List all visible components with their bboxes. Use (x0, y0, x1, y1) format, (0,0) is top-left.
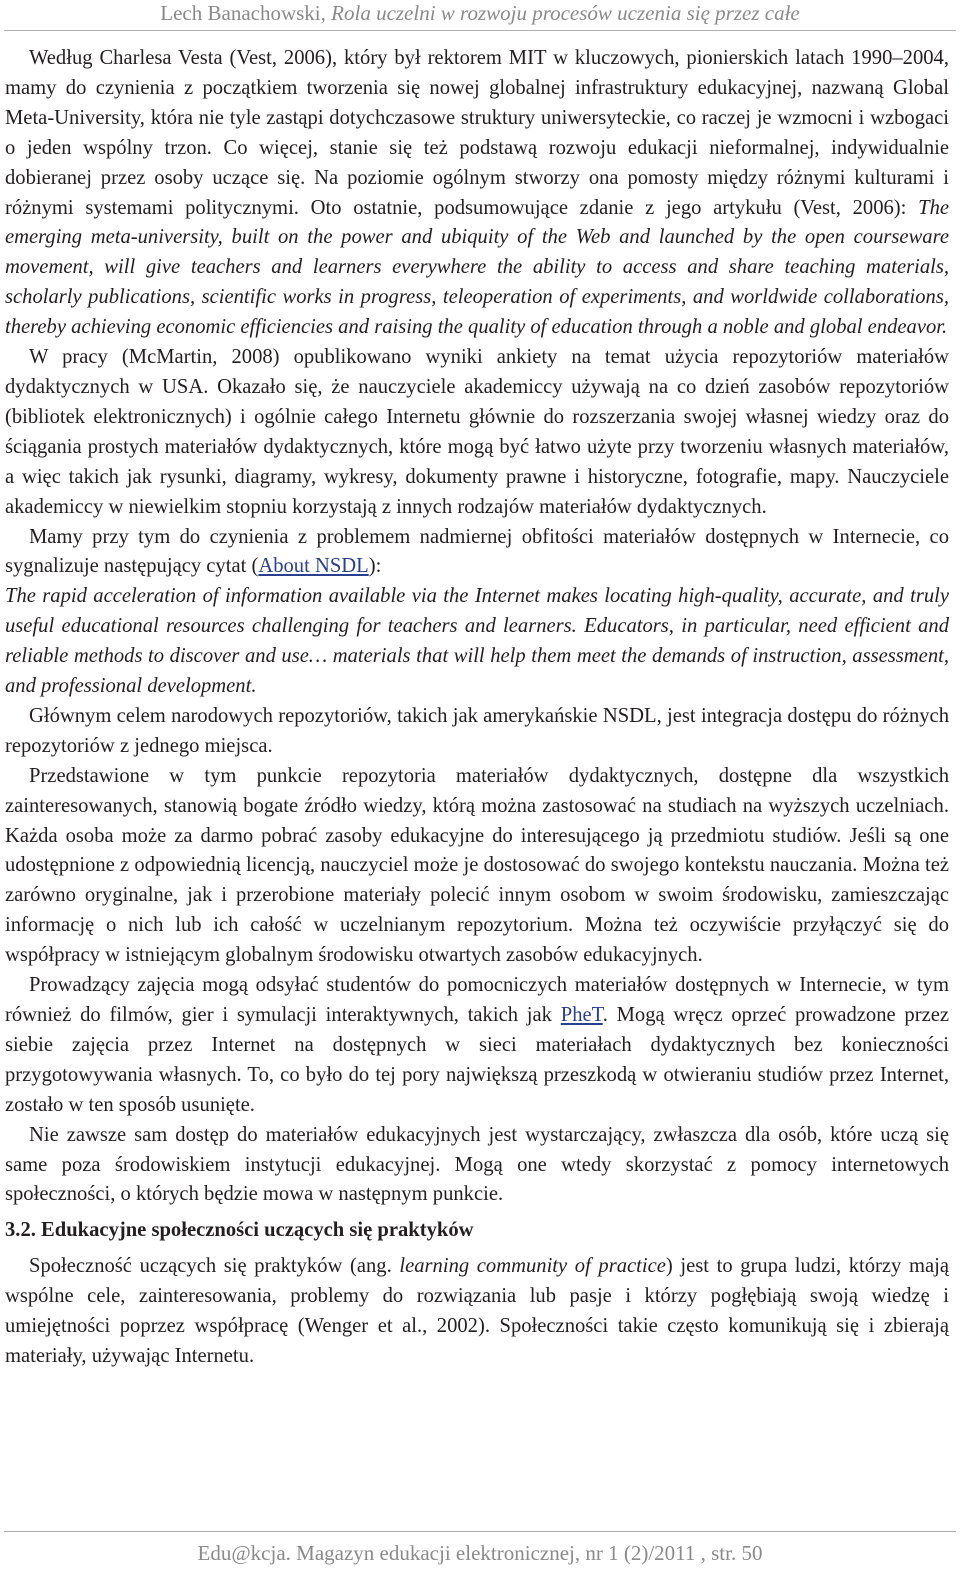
paragraph-nsdl-goal: Głównym celem narodowych repozytoriów, takich jak amerykańskie NSDL, jest integracja dostępu do różnych repozytoriów z jednego miejsca. (5, 704, 949, 757)
header-divider (4, 30, 956, 31)
section-heading: 3.2. Edukacyjne społeczności uczących się praktyków (5, 1219, 474, 1242)
header-author: Lech Banachowski, (160, 1, 326, 25)
running-header (0, 0, 960, 30)
footer-divider (4, 1531, 956, 1532)
paragraph-access: Nie zawsze sam dostęp do materiałów edukacyjnych jest wystarczający, zwłaszcza dla osób, które uczą się same poza środowiskiem instytucji edukacyjnej. Mogą one wtedy skorzystać z pomocy internetowych społeczności, o których będzie mowa w następnym punkcie. (5, 1123, 949, 1206)
paragraph-vest (5, 44, 949, 343)
paragraph-abundance (5, 523, 949, 583)
paragraph-vest-text: Według Charlesa Vesta (Vest, 2006), który był rektorem MIT w kluczowych, pionierskich latach 1990–2004, mamy do czynienia z początkiem tworzenia się nowej globalnej infrastruktury edukacyjnej, nazwaną Global Meta-University, która nie tyle zastąpi dotychczasowe struktury uniwersyteckie, co raczej je wzmocni i wzbogaci o jeden wspólny trzon. Co więcej, stanie się też podstawą rozwoju edukacji nieformalnej, indywidualnie dobieranej przez osoby uczące się. Na poziomie ogólnym stworzy ona pomosty między różnymi kulturami i różnymi systemami politycznymi. Oto ostatnie, podsumowujące zdanie z jego artykułu (Vest, 2006): (5, 47, 949, 219)
paragraph-teachers (5, 971, 949, 1121)
community-term: learning community of practice (399, 1255, 666, 1278)
paragraph-community (5, 1252, 949, 1372)
nsdl-quote: The rapid acceleration of information available via the Internet makes locating high-quality, accurate, and truly useful educational resources challenging for teachers and learners. Educators, in particular, need efficient and reliable methods to discover and use… materials that will help them meet the demands of instruction, assessment, and professional development. (5, 585, 949, 698)
paragraph-teachers-end: . Mogą wręcz oprzeć prowadzone przez siebie zajęcia przez Internet na dostępnych w sieci materiałach dydaktycznych bez konieczności przygotowywania własnych. To, co było do tej pory największą przeszkodą w otwieraniu studiów przez Internet, zostało w ten sposób usunięte. (5, 1004, 949, 1116)
paragraph-community-text: Społeczność uczących się praktyków (ang. (29, 1255, 400, 1278)
about-nsdl-link[interactable]: About NSDL (258, 555, 369, 578)
phet-link[interactable]: PheT (560, 1004, 603, 1026)
header-title: Rola uczelni w rozwoju procesów uczenia się przez całe (331, 1, 800, 25)
paragraph-community-end: ) jest to grupa ludzi, którzy mają wspólne cele, zainteresowania, problemy do rozwiązania lub pasje i którzy pogłębiają swoją wiedzę i umiejętności poprzez współpracę (Wenger et al., 2002). Społeczności takie często komunikują się i zbierają materiały, używając Internetu. (5, 1255, 949, 1368)
paragraph-teachers-text: Prowadzący zajęcia mogą odsyłać studentów do pomocniczych materiałów dostępnych w Internecie, w tym również do filmów, gier i symulacji interaktywnych, takich jak (5, 974, 949, 1026)
running-footer: Edu@kcja. Magazyn edukacji elektronicznej, nr 1 (2)/2011 , str. 50 (197, 1541, 763, 1565)
paragraph-mcmartin: W pracy (McMartin, 2008) opublikowano wyniki ankiety na temat użycia repozytoriów materiałów dydaktycznych w USA. Okazało się, że nauczyciele akademiccy używają na co dzień zasobów repozytoriów (bibliotek elektronicznych) i ogólnie całego Internetu głównie do rozszerzania swojej własnej wiedzy oraz do ściągania prostych materiałów dydaktycznych, które mogą być łatwo użyte przy tworzeniu własnych materiałów, a więc takich jak rysunki, diagramy, wykresy, dokumenty prawne i historyczne, fotografie, mapy. Nauczyciele akademiccy w niewielkim stopniu korzystają z innych rodzajów materiałów dydaktycznych. (5, 346, 949, 518)
paragraph-abundance-text: Mamy przy tym do czynienia z problemem nadmiernej obfitości materiałów dostępnych w Internecie, co sygnalizuje następujący cytat ( (5, 525, 949, 578)
paragraph-abundance-end: ): (368, 555, 382, 578)
article-body (5, 44, 949, 1372)
paragraph-repositories: Przedstawione w tym punkcie repozytoria materiałów dydaktycznych, dostępne dla wszystkich zainteresowanych, stanowią bogate źródło wiedzy, którą można zastosować na studiach na wyższych uczelniach. Każda osoba może za darmo pobrać zasoby edukacyjne do interesującego ją przedmiotu studiów. Jeśli są one udostępnione z odpowiednią licencją, nauczyciel może je dostosować do swojego kontekstu nauczania. Można też zarówno oryginalne, jak i przerobione materiały polecić innym osobom w swoim środowisku, zamieszczając informację o nich lub ich całość w uczelnianym repozytorium. Można też oczywiście przyłączyć się do współpracy w istniejącym globalnym środowisku otwartych zasobów edukacyjnych. (5, 764, 949, 967)
vest-quote: The emerging meta-university, built on the power and ubiquity of the Web and launched by the open courseware movement, will give teachers and learners everywhere the ability to access and share teaching materials, scholarly publications, scientific works in progress, teleoperation of experiments, and worldwide collaborations, thereby achieving economic efficiencies and raising the quality of education through a noble and global endeavor. (5, 196, 949, 339)
